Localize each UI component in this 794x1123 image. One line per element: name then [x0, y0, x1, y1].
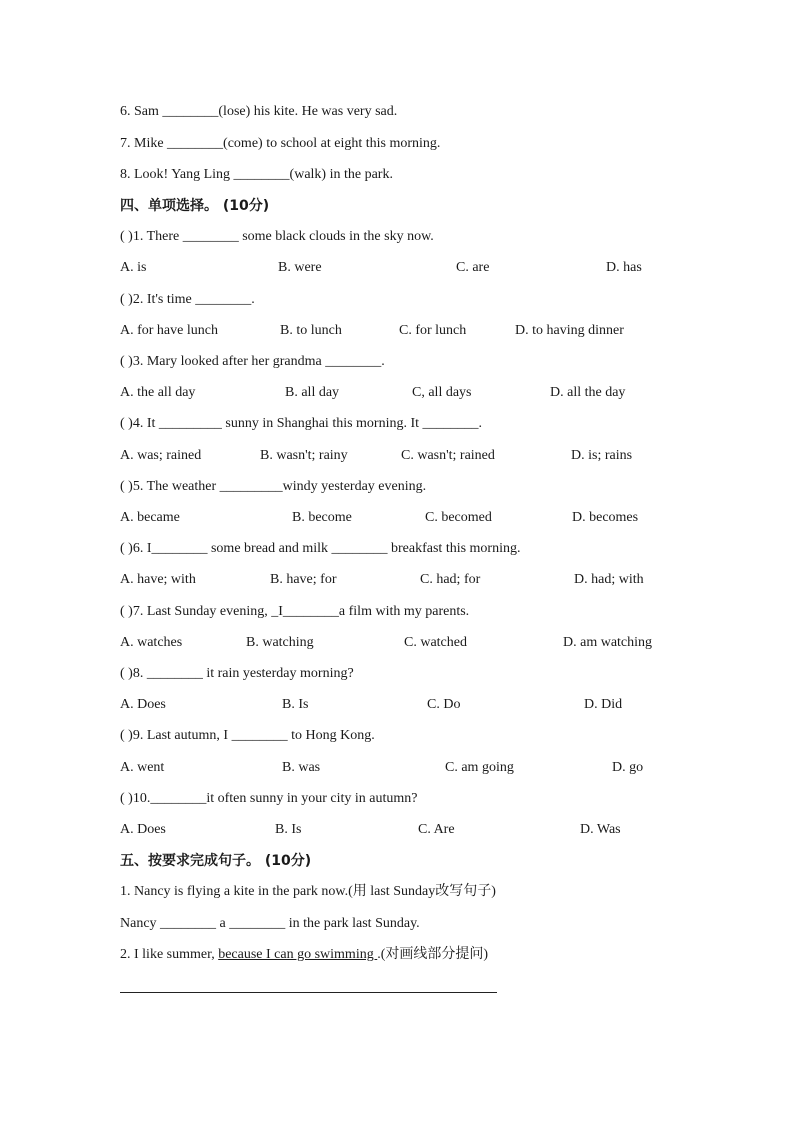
- question-6-stem: ( )6. I________ some bread and milk ________ breakfast this morning.: [120, 541, 521, 556]
- option-a: A. was; rained: [120, 448, 202, 463]
- question-10-options: [120, 820, 680, 840]
- option-c: C. Do: [427, 697, 461, 712]
- option-b: B. Is: [282, 697, 309, 712]
- rewrite-item-2: [120, 945, 488, 965]
- option-b: B. was: [282, 760, 321, 775]
- option-a: A. for have lunch: [120, 323, 218, 338]
- fill-item-6: 6. Sam ________(lose) his kite. He was very sad.: [120, 104, 398, 119]
- question-7-stem: ( )7. Last Sunday evening, _I________a film with my parents.: [120, 604, 470, 619]
- option-a: A. have; with: [120, 572, 196, 587]
- option-d: D. Did: [584, 697, 623, 712]
- underlined-phrase: because I can go swimming: [218, 947, 378, 962]
- option-c: C. had; for: [420, 572, 481, 587]
- question-9-options: [120, 758, 680, 778]
- option-d: D. becomes: [572, 510, 639, 525]
- option-a: A. Does: [120, 822, 166, 837]
- option-b: B. watching: [246, 635, 314, 650]
- option-a: A. watches: [120, 635, 183, 650]
- option-b: B. wasn't; rainy: [260, 448, 348, 463]
- option-b: B. Is: [275, 822, 302, 837]
- option-d: D. go: [612, 760, 644, 775]
- question-7-options: [120, 633, 680, 653]
- option-b: B. have; for: [270, 572, 337, 587]
- option-d: D. all the day: [550, 385, 626, 400]
- option-d: D. is; rains: [571, 448, 633, 463]
- question-4-options: [120, 446, 680, 466]
- option-d: D. am watching: [563, 635, 653, 650]
- option-c: C. becomed: [425, 510, 492, 525]
- option-c: C. am going: [445, 760, 514, 775]
- option-a: A. is: [120, 260, 147, 275]
- question-2-stem: ( )2. It's time ________.: [120, 292, 255, 307]
- question-6-options: [120, 570, 680, 590]
- option-b: B. to lunch: [280, 323, 342, 338]
- question-3-options: [120, 383, 680, 403]
- fill-item-7: 7. Mike ________(come) to school at eight this morning.: [120, 136, 441, 151]
- option-a: A. went: [120, 760, 165, 775]
- question-1-options: [120, 258, 680, 278]
- option-b: B. become: [292, 510, 352, 525]
- question-2-options: [120, 321, 680, 341]
- question-5-options: [120, 508, 680, 528]
- option-c: C. for lunch: [399, 323, 467, 338]
- option-d: D. has: [606, 260, 642, 275]
- option-b: B. were: [278, 260, 322, 275]
- option-a: A. became: [120, 510, 180, 525]
- rewrite-item-2-suffix: .(对画线部分提问): [377, 947, 489, 962]
- rewrite-item-2-prefix: 2. I like summer,: [120, 947, 219, 962]
- answer-line: [120, 992, 497, 993]
- option-c: C. are: [456, 260, 490, 275]
- fill-item-8: 8. Look! Yang Ling ________(walk) in the park.: [120, 167, 393, 182]
- option-d: D. Was: [580, 822, 621, 837]
- option-c: C. watched: [404, 635, 467, 650]
- option-c: C. wasn't; rained: [401, 448, 495, 463]
- question-3-stem: ( )3. Mary looked after her grandma ________.: [120, 354, 385, 369]
- option-c: C. Are: [418, 822, 455, 837]
- option-c: C, all days: [412, 385, 472, 400]
- question-1-stem: ( )1. There ________ some black clouds in the sky now.: [120, 229, 434, 244]
- option-a: A. the all day: [120, 385, 196, 400]
- option-d: D. had; with: [574, 572, 644, 587]
- question-5-stem: ( )5. The weather _________windy yesterday evening.: [120, 479, 427, 494]
- question-4-stem: ( )4. It _________ sunny in Shanghai this morning. It ________.: [120, 416, 483, 431]
- question-8-stem: ( )8. ________ it rain yesterday morning?: [120, 666, 354, 681]
- rewrite-item-1-answer-line: Nancy ________ a ________ in the park last Sunday.: [120, 916, 420, 931]
- question-10-stem: ( )10.________it often sunny in your city in autumn?: [120, 791, 418, 806]
- option-a: A. Does: [120, 697, 166, 712]
- question-8-options: [120, 695, 680, 715]
- rewrite-item-1: 1. Nancy is flying a kite in the park now.(用 last Sunday改写句子): [120, 884, 496, 899]
- option-d: D. to having dinner: [515, 323, 624, 338]
- section-5-heading: 五、按要求完成句子。 (10分): [120, 853, 312, 869]
- section-4-heading: 四、单项选择。 (10分): [120, 198, 270, 214]
- question-9-stem: ( )9. Last autumn, I ________ to Hong Kong.: [120, 728, 375, 743]
- option-b: B. all day: [285, 385, 340, 400]
